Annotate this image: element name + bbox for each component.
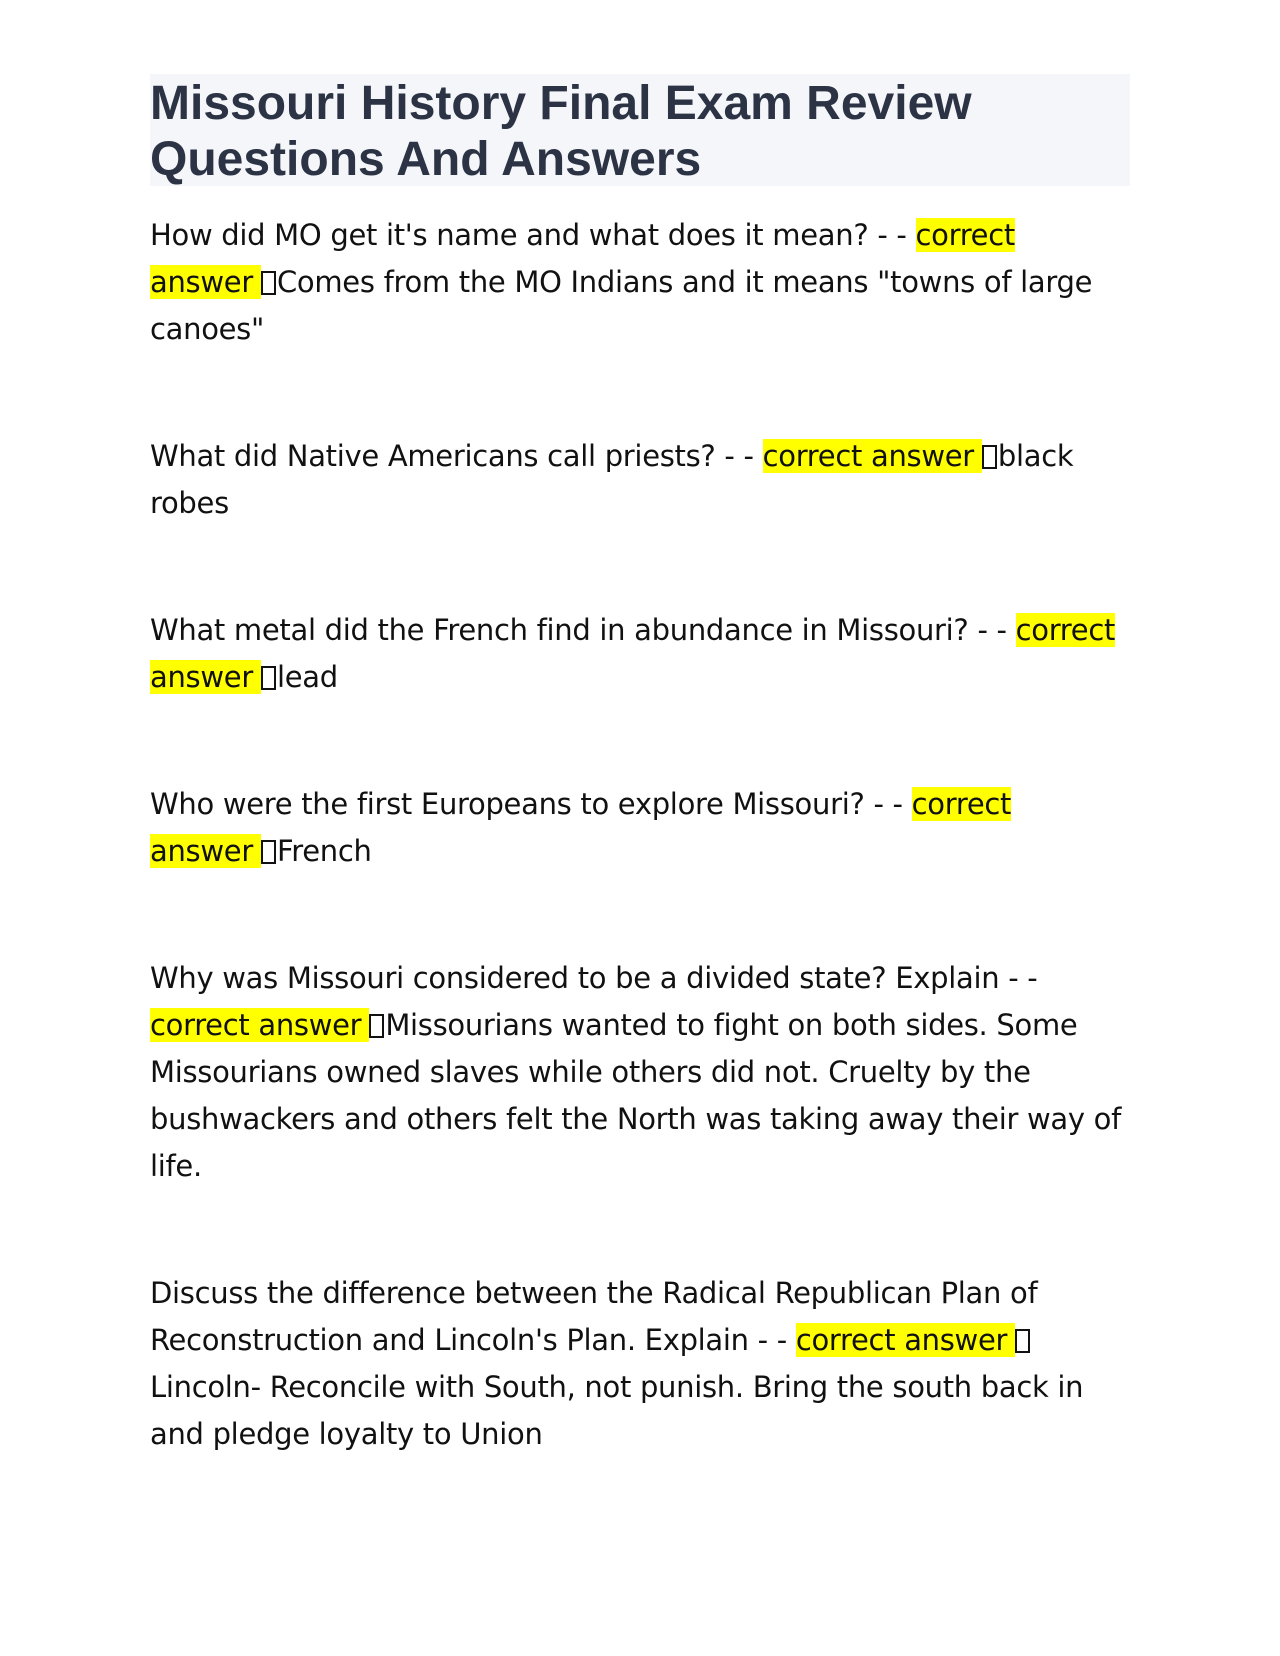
answer-text: lead [276,660,338,694]
qa-item [150,955,1130,1190]
answer-text: black robes [150,439,1074,520]
qa-item [150,1270,1130,1458]
answer-text: French [276,834,372,868]
missing-glyph-box-icon [261,271,276,295]
answer-text: Missourians wanted to fight on both sides. Some Missourians owned slaves while others did not. Cruelty by the bushwackers and others felt the North was taking away their way of life. [150,1008,1122,1183]
title-banner [150,74,1130,186]
question-text: What did Native Americans call priests? - - [150,439,763,473]
correct-answer-label: correct answer [150,218,1015,299]
question-text: How did MO get it's name and what does it mean? - - [150,218,916,252]
correct-answer-label: correct answer [796,1323,1015,1357]
missing-glyph-box-icon [261,666,276,690]
missing-glyph-box-icon [261,840,276,864]
answer-text: Lincoln- Reconcile with South, not punish. Bring the south back in and pledge loyalty to Union [150,1370,1084,1451]
document-page [150,74,1130,1538]
qa-list [150,212,1130,1458]
question-text: Discuss the difference between the Radical Republican Plan of Reconstruction and Lincoln's Plan. Explain - - [150,1276,1038,1357]
qa-item [150,433,1130,527]
correct-answer-label: correct answer [763,439,982,473]
correct-answer-label: correct answer [150,787,1012,868]
qa-item [150,607,1130,701]
correct-answer-label: correct answer [150,613,1116,694]
answer-text: Comes from the MO Indians and it means "towns of large canoes" [150,265,1093,346]
missing-glyph-box-icon [1015,1329,1030,1353]
missing-glyph-box-icon [369,1014,384,1038]
qa-item [150,781,1130,875]
question-text: Who were the first Europeans to explore Missouri? - - [150,787,912,821]
page-title: Missouri History Final Exam Review Questions And Answers [150,77,972,186]
correct-answer-label: correct answer [150,1008,369,1042]
missing-glyph-box-icon [982,445,997,469]
question-text: What metal did the French find in abundance in Missouri? - - [150,613,1016,647]
qa-item [150,212,1130,353]
question-text: Why was Missouri considered to be a divided state? Explain - - [150,961,1038,995]
